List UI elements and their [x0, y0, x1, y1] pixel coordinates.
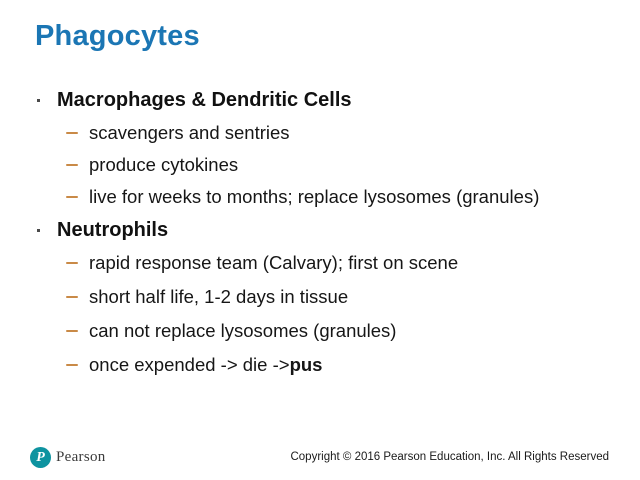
list-item: [35, 354, 622, 376]
dash-bullet-icon: [66, 132, 78, 135]
list-item-text: produce cytokines: [89, 154, 239, 175]
list-item-text: can not replace lysosomes (granules): [89, 320, 397, 341]
dash-bullet-icon: [66, 330, 78, 333]
bullet-dot-icon: [37, 229, 40, 232]
list-item-text: live for weeks to months; replace lysosomes (granules): [89, 186, 540, 207]
list-item: [35, 286, 622, 308]
list-item-bold-text: pus: [289, 354, 323, 375]
page-title: Phagocytes: [35, 20, 200, 52]
dash-bullet-icon: [66, 196, 78, 199]
list-item-text: short half life, 1-2 days in tissue: [89, 286, 349, 307]
list-item-text: once expended -> die ->: [89, 354, 290, 375]
section-neutrophils: [35, 218, 622, 376]
list-item: [35, 320, 622, 342]
section-heading-text: Macrophages & Dendritic Cells: [57, 89, 352, 111]
dash-bullet-icon: [66, 364, 78, 367]
list-item-text: scavengers and sentries: [89, 122, 290, 143]
list-item: [35, 154, 622, 176]
bullet-dot-icon: [37, 99, 40, 102]
dash-bullet-icon: [66, 262, 78, 265]
section-macrophages: [35, 88, 622, 208]
list-item: [35, 122, 622, 144]
list-item: [35, 252, 622, 274]
section-heading-text: Neutrophils: [57, 219, 169, 241]
copyright-text: Copyright © 2016 Pearson Education, Inc. All Rights Reserved: [290, 451, 609, 463]
slide-content: [35, 88, 622, 388]
pearson-logo: [30, 447, 106, 468]
section-heading: [35, 218, 622, 242]
pearson-logo-wordmark: Pearson: [56, 449, 106, 465]
pearson-logo-icon: P: [30, 447, 51, 468]
list-item-text: rapid response team (Calvary); first on scene: [89, 252, 459, 273]
dash-bullet-icon: [66, 164, 78, 167]
list-item: [35, 186, 622, 208]
slide-footer: [0, 442, 640, 472]
section-heading: [35, 88, 622, 112]
dash-bullet-icon: [66, 296, 78, 299]
